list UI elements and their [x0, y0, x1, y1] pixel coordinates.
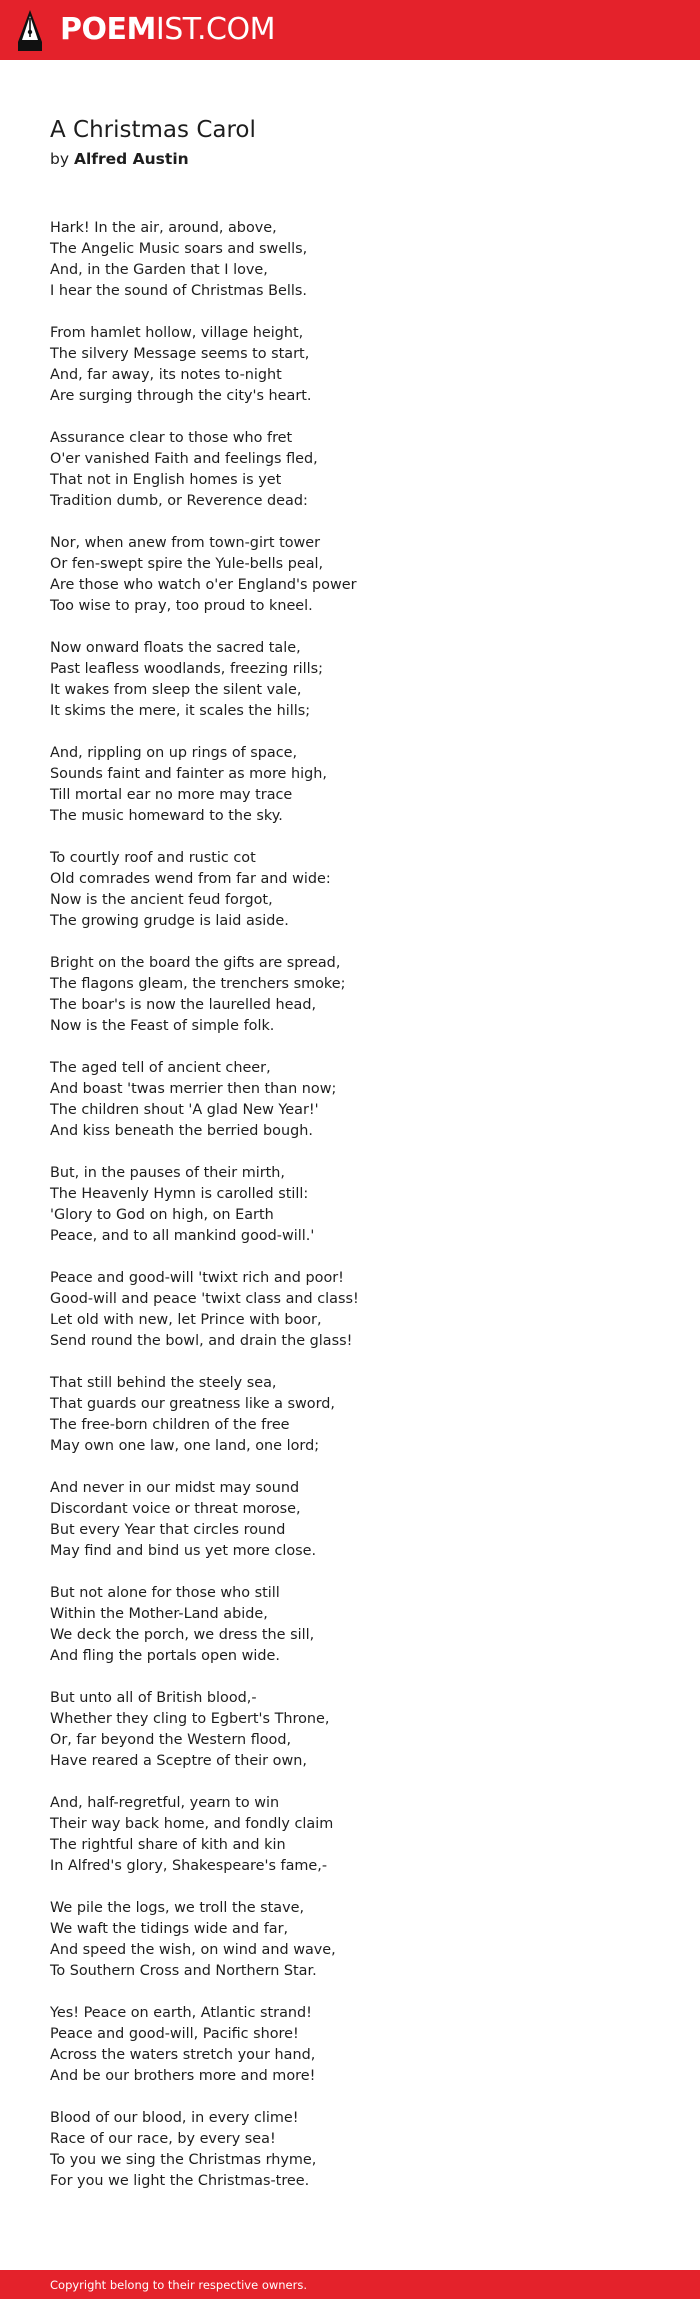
stanza [50, 1688, 650, 1772]
poem-line: May own one law, one land, one lord; [50, 1438, 320, 1454]
poem-line: The children shout 'A glad New Year!' [50, 1102, 319, 1118]
poem-line: And, half-regretful, yearn to win [50, 1795, 280, 1811]
poem-line: In Alfred's glory, Shakespeare's fame,- [50, 1858, 328, 1874]
site-logo[interactable] [60, 11, 275, 49]
poem-line: That still behind the steely sea, [50, 1375, 277, 1391]
poem-line: But not alone for those who still [50, 1585, 280, 1601]
copyright-notice: Copyright belong to their respective owners. [50, 2278, 308, 2292]
stanza [50, 1478, 650, 1562]
poem-line: To Southern Cross and Northern Star. [50, 1963, 317, 1979]
poem-line: And speed the wish, on wind and wave, [50, 1942, 336, 1958]
poem-line: For you we light the Christmas-tree. [50, 2173, 310, 2189]
poem-line: 'Glory to God on high, on Earth [50, 1207, 274, 1223]
stanza [50, 743, 650, 827]
stanza [50, 1163, 650, 1247]
logo-text-light: IST.COM [155, 12, 275, 47]
poem-line: Are surging through the city's heart. [50, 388, 312, 404]
poem-line: And boast 'twas merrier then than now; [50, 1081, 337, 1097]
poem-line: And, far away, its notes to-night [50, 367, 282, 383]
stanza [50, 953, 650, 1037]
pen-nib-icon[interactable] [18, 10, 42, 51]
poem-line: O'er vanished Faith and feelings fled, [50, 451, 318, 467]
poem-line: From hamlet hollow, village height, [50, 325, 304, 341]
poem-line: May find and bind us yet more close. [50, 1543, 317, 1559]
poem-line: Past leafless woodlands, freezing rills; [50, 661, 323, 677]
site-header [0, 0, 700, 60]
poem-line: The silvery Message seems to start, [50, 346, 310, 362]
poem-line: We deck the porch, we dress the sill, [50, 1627, 315, 1643]
poem-line: Till mortal ear no more may trace [50, 787, 293, 803]
stanza [50, 1793, 650, 1877]
poem-line: Across the waters stretch your hand, [50, 2047, 316, 2063]
poem-line: The growing grudge is laid aside. [50, 913, 289, 929]
poem-line: Peace and good-will, Pacific shore! [50, 2026, 299, 2042]
poem-line: The flagons gleam, the trenchers smoke; [50, 976, 346, 992]
poem-line: Peace, and to all mankind good-will.' [50, 1228, 315, 1244]
poem-line: Now is the ancient feud forgot, [50, 892, 273, 908]
poem-line: The Heavenly Hymn is carolled still: [50, 1186, 309, 1202]
site-footer [0, 2270, 700, 2299]
poem-line: To you we sing the Christmas rhyme, [50, 2152, 317, 2168]
poem-line: Or, far beyond the Western flood, [50, 1732, 292, 1748]
poem-line: And never in our midst may sound [50, 1480, 300, 1496]
poem-line: Within the Mother-Land abide, [50, 1606, 268, 1622]
poem-line: Nor, when anew from town-girt tower [50, 535, 321, 551]
poem-line: But every Year that circles round [50, 1522, 286, 1538]
poem-line: The free-born children of the free [50, 1417, 290, 1433]
poem-line: That guards our greatness like a sword, [50, 1396, 335, 1412]
stanza [50, 2108, 650, 2192]
poem-line: The aged tell of ancient cheer, [50, 1060, 271, 1076]
stanza [50, 533, 650, 617]
stanza [50, 428, 650, 512]
stanza [50, 323, 650, 407]
poem-line: Peace and good-will 'twixt rich and poor! [50, 1270, 344, 1286]
by-label: by [50, 150, 70, 168]
poem-line: Let old with new, let Prince with boor, [50, 1312, 322, 1328]
poem-line: It skims the mere, it scales the hills; [50, 703, 311, 719]
poem-line: Blood of our blood, in every clime! [50, 2110, 299, 2126]
byline [50, 147, 189, 171]
poem-line: Now is the Feast of simple folk. [50, 1018, 275, 1034]
poem-line: Good-will and peace 'twixt class and class! [50, 1291, 359, 1307]
poem-line: And kiss beneath the berried bough. [50, 1123, 313, 1139]
poem-line: Now onward floats the sacred tale, [50, 640, 301, 656]
logo-text-strong: POEM [60, 12, 156, 47]
stanza [50, 1268, 650, 1352]
poem-line: And fling the portals open wide. [50, 1648, 280, 1664]
stanza [50, 1373, 650, 1457]
poem-line: Old comrades wend from far and wide: [50, 871, 331, 887]
author-name[interactable]: Alfred Austin [73, 150, 189, 168]
stanza [50, 638, 650, 722]
poem-line: But unto all of British blood,- [50, 1690, 257, 1706]
poem-line: Tradition dumb, or Reverence dead: [50, 493, 308, 509]
poem-line: The music homeward to the sky. [50, 808, 283, 824]
poem-line: Or fen-swept spire the Yule-bells peal, [50, 556, 324, 572]
poem-line: Assurance clear to those who fret [50, 430, 293, 446]
stanza [50, 1898, 650, 1982]
poem-line: The rightful share of kith and kin [50, 1837, 286, 1853]
poem-line: But, in the pauses of their mirth, [50, 1165, 285, 1181]
poem-line: Discordant voice or threat morose, [50, 1501, 301, 1517]
poem-line: Have reared a Sceptre of their own, [50, 1753, 307, 1769]
poem-line: Sounds faint and fainter as more high, [50, 766, 327, 782]
poem-line: The Angelic Music soars and swells, [50, 241, 308, 257]
stanza [50, 848, 650, 932]
poem-line: Bright on the board the gifts are spread, [50, 955, 341, 971]
poem-line: To courtly roof and rustic cot [50, 850, 256, 866]
poem-line: Too wise to pray, too proud to kneel. [50, 598, 313, 614]
poem-line: And be our brothers more and more! [50, 2068, 316, 2084]
poem-line: Send round the bowl, and drain the glass! [50, 1333, 353, 1349]
stanza [50, 218, 650, 302]
poem-line: We pile the logs, we troll the stave, [50, 1900, 305, 1916]
poem-title: A Christmas Carol [50, 117, 256, 143]
poem-body [50, 218, 650, 2213]
stanza [50, 1058, 650, 1142]
poem-line: It wakes from sleep the silent vale, [50, 682, 302, 698]
poem-line: And, in the Garden that I love, [50, 262, 268, 278]
poem-line: We waft the tidings wide and far, [50, 1921, 289, 1937]
poem-line: Their way back home, and fondly claim [50, 1816, 334, 1832]
poem-line: Are those who watch o'er England's power [50, 577, 357, 593]
poem-line: Hark! In the air, around, above, [50, 220, 277, 236]
poem-line: Yes! Peace on earth, Atlantic strand! [50, 2005, 312, 2021]
stanza [50, 1583, 650, 1667]
poem-line: Race of our race, by every sea! [50, 2131, 276, 2147]
poem-line: And, rippling on up rings of space, [50, 745, 298, 761]
stanza [50, 2003, 650, 2087]
poem-line: The boar's is now the laurelled head, [50, 997, 317, 1013]
poem-line: That not in English homes is yet [50, 472, 282, 488]
poem-line: I hear the sound of Christmas Bells. [50, 283, 307, 299]
poem-line: Whether they cling to Egbert's Throne, [50, 1711, 330, 1727]
